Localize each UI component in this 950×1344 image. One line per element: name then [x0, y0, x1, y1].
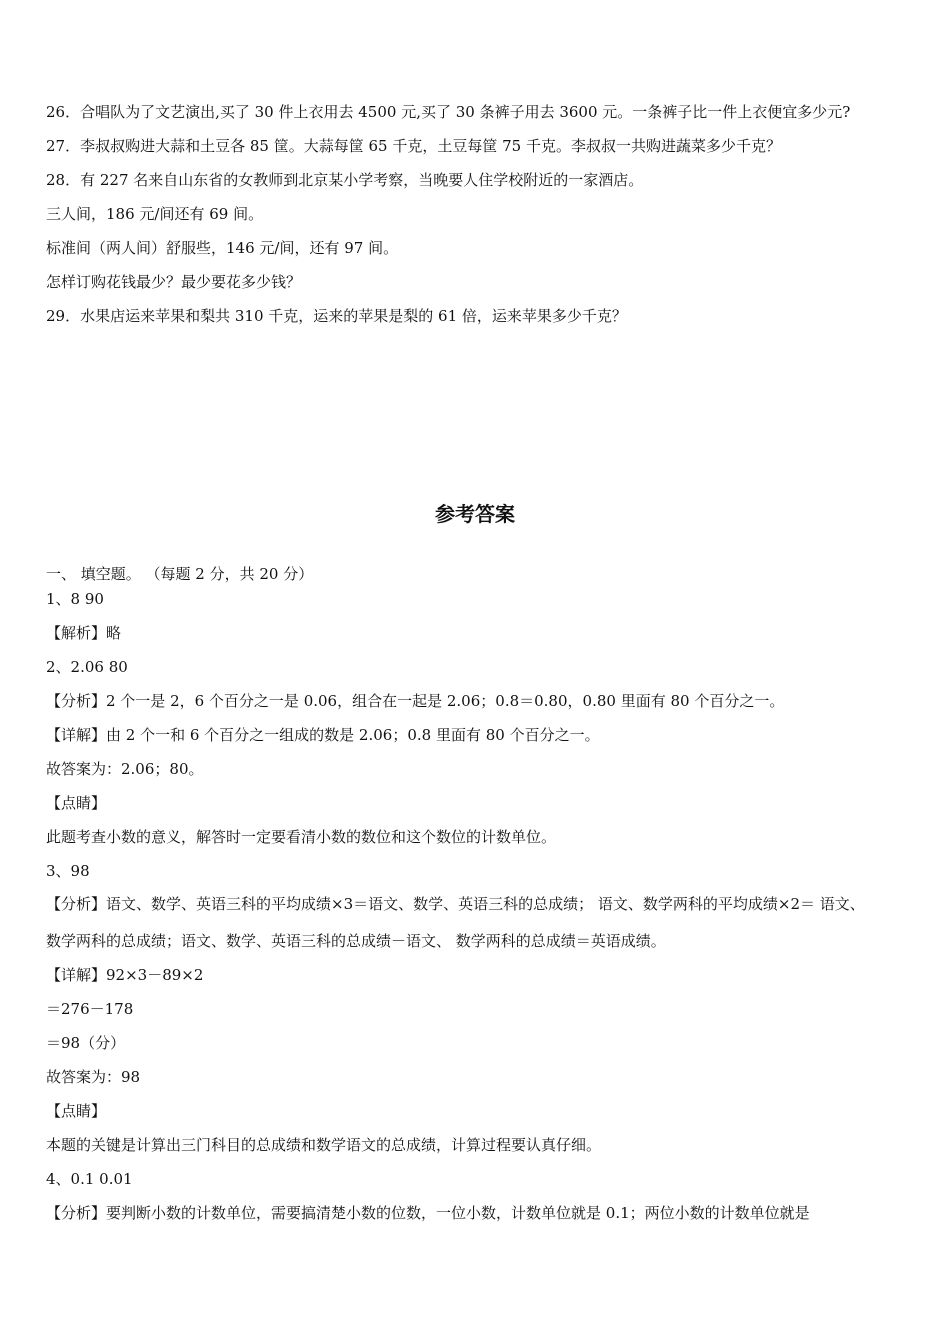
question-27: 27．李叔叔购进大蒜和土豆各 85 筐。大蒜每筐 65 千克，土豆每筐 75 千克。李叔叔一共购进蔬菜多少千克？ [46, 137, 781, 155]
question-29: 29．水果店运来苹果和梨共 310 千克，运来的苹果是梨的 61 倍，运来苹果多少千克？ [46, 307, 627, 325]
answer-3-result: 故答案为：98 [46, 1068, 141, 1086]
question-26: 26．合唱队为了文艺演出,买了 30 件上衣用去 4500 元,买了 30 条裤子用去 3600 元。一条裤子比一件上衣便宜多少元? [46, 103, 851, 121]
question-28-line-3: 标准间（两人间）舒服些，146 元/间，还有 97 间。 [46, 239, 399, 257]
answer-section-header: 一、 填空题。 （每题 2 分，共 20 分） [46, 565, 314, 583]
question-28-line-2: 三人间，186 元/间还有 69 间。 [46, 205, 264, 223]
answer-3-step-1: ＝276－178 [46, 1000, 134, 1018]
answer-1: 1、8 90 [46, 590, 104, 608]
answer-2-detail: 【详解】由 2 个一和 6 个百分之一组成的数是 2.06；0.8 里面有 80 个百分之一。 [46, 726, 600, 744]
answer-4-analysis: 【分析】要判断小数的计数单位，需要搞清楚小数的位数，一位小数，计数单位就是 0.1；两位小数的计数单位就是 [46, 1204, 810, 1222]
question-28: 28．有 227 名来自山东省的女教师到北京某小学考察，当晚要人住学校附近的一家酒店。 [46, 171, 644, 189]
answer-2-comment: 此题考查小数的意义，解答时一定要看清小数的数位和这个数位的计数单位。 [46, 828, 557, 846]
answer-2: 2、2.06 80 [46, 658, 128, 676]
answer-4: 4、0.1 0.01 [46, 1170, 133, 1188]
answer-3-detail: 【详解】92×3－89×2 [46, 966, 204, 984]
answer-3: 3、98 [46, 862, 90, 880]
answer-2-analysis: 【分析】2 个一是 2，6 个百分之一是 0.06，组合在一起是 2.06；0.8＝0.80，0.80 里面有 80 个百分之一。 [46, 692, 785, 710]
answer-3-analysis: 【分析】语文、数学、英语三科的平均成绩×3＝语文、数学、英语三科的总成绩； 语文、数学两科的平均成绩×2＝ 语文、 [46, 895, 865, 913]
answers-title: 参考答案 [435, 502, 515, 526]
answer-3-comment: 本题的关键是计算出三门科目的总成绩和数学语文的总成绩，计算过程要认真仔细。 [46, 1136, 602, 1154]
answer-2-comment-label: 【点睛】 [46, 794, 107, 812]
answer-1-analysis: 【解析】略 [46, 624, 122, 642]
answer-3-analysis-cont: 数学两科的总成绩；语文、数学、英语三科的总成绩－语文、 数学两科的总成绩＝英语成绩。 [46, 932, 666, 950]
answer-3-step-2: ＝98（分） [46, 1034, 126, 1052]
answer-3-comment-label: 【点睛】 [46, 1102, 107, 1120]
question-28-line-4: 怎样订购花钱最少？最少要花多少钱？ [46, 273, 302, 291]
answer-2-result: 故答案为：2.06；80。 [46, 760, 204, 778]
